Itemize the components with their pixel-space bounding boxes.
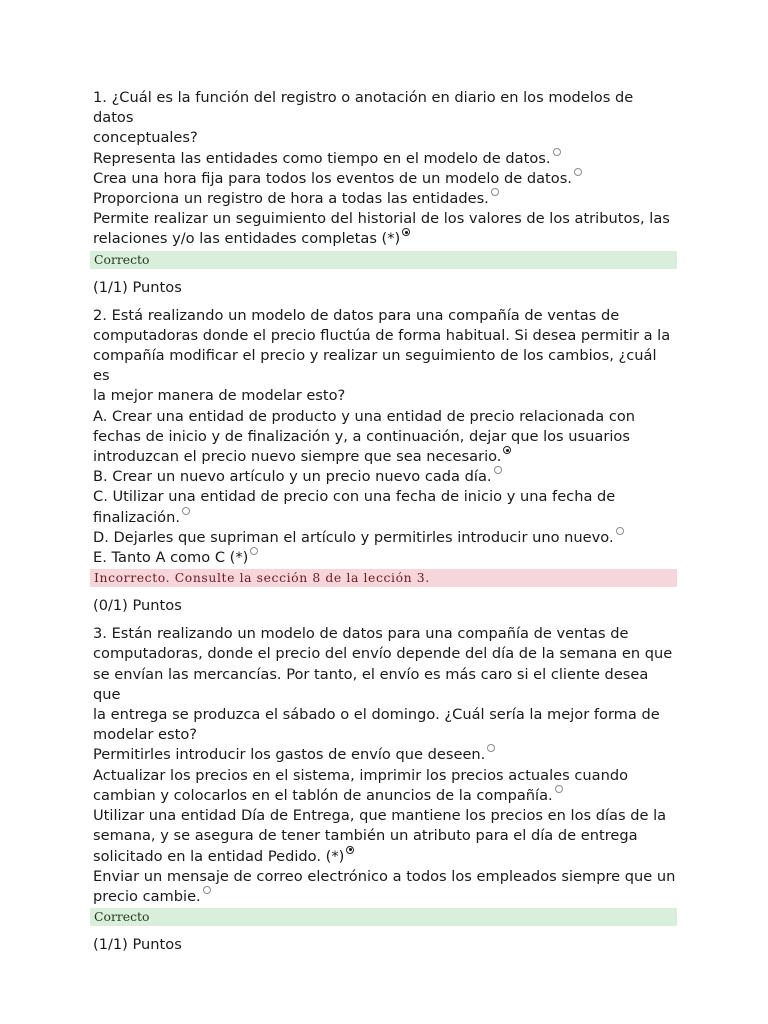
question-prompt-line: modelar esto? xyxy=(93,726,198,744)
answer-option-text: A. Crear una entidad de producto y una entidad de precio relacionada con xyxy=(93,407,636,425)
radio-unselected-icon[interactable] xyxy=(487,744,495,752)
answer-option-text: Proporciona un registro de hora a todas las entidades. xyxy=(93,190,489,208)
answer-option-line xyxy=(93,806,677,826)
answer-option-line xyxy=(93,847,677,867)
answer-option-text: Permite realizar un seguimiento del historial de los valores de los atributos, las xyxy=(93,210,670,228)
answer-option-text: Representa las entidades como tiempo en el modelo de datos. xyxy=(93,149,551,167)
answer-option-text: introduzcan el precio nuevo siempre que sea necesario. xyxy=(93,448,502,466)
answer-option[interactable] xyxy=(93,806,677,867)
answer-option-text: B. Crear un nuevo artículo y un precio nuevo cada día. xyxy=(93,468,492,486)
question-block xyxy=(93,624,677,955)
answer-option-line xyxy=(93,229,677,249)
answer-option-text: Enviar un mensaje de correo electrónico a todos los empleados siempre que un xyxy=(93,867,676,885)
answer-option[interactable] xyxy=(93,407,677,468)
answer-option-line xyxy=(93,407,677,427)
radio-unselected-icon[interactable] xyxy=(182,507,190,515)
question-prompt-line: la mejor manera de modelar esto? xyxy=(93,387,346,405)
answer-option-text: finalización. xyxy=(93,508,180,526)
answer-option-text: E. Tanto A como C (*) xyxy=(93,549,249,567)
question-prompt-line: 1. ¿Cuál es la función del registro o anotación en diario en los modelos de datos xyxy=(93,89,634,127)
question-prompt-line: conceptuales? xyxy=(93,129,198,147)
answer-option-text: C. Utilizar una entidad de precio con una fecha de inicio y una fecha de xyxy=(93,488,616,506)
radio-unselected-icon[interactable] xyxy=(250,547,258,555)
answer-option-text: cambian y colocarlos en el tablón de anuncios de la compañía. xyxy=(93,786,553,804)
answer-option-line xyxy=(93,169,677,189)
question-prompt-line: 3. Están realizando un modelo de datos para una compañía de ventas de xyxy=(93,625,629,643)
answer-option[interactable] xyxy=(93,467,677,487)
answer-option-text: Crea una hora fija para todos los eventos de un modelo de datos. xyxy=(93,169,572,187)
answer-option-line xyxy=(93,487,677,507)
answer-option-text: precio cambie. xyxy=(93,887,201,905)
question-prompt-line: 2. Está realizando un modelo de datos para una compañía de ventas de xyxy=(93,306,620,324)
answer-option-line xyxy=(93,867,677,887)
answer-option-text: fechas de inicio y de finalización y, a continuación, dejar que los usuarios xyxy=(93,427,630,445)
feedback-banner: Incorrecto. Consulte la sección 8 de la lección 3. xyxy=(90,569,677,587)
radio-selected-icon[interactable] xyxy=(346,846,354,854)
radio-selected-icon[interactable] xyxy=(503,446,511,454)
answer-option[interactable] xyxy=(93,169,677,189)
answer-option[interactable] xyxy=(93,548,677,568)
answer-option-text: semana, y se asegura de tener también un atributo para el día de entrega xyxy=(93,827,638,845)
answer-option-text: D. Dejarles que supriman el artículo y permitirles introducir uno nuevo. xyxy=(93,528,614,546)
question-prompt-line: la entrega se produzca el sábado o el domingo. ¿Cuál sería la mejor forma de xyxy=(93,706,660,724)
answer-option-line xyxy=(93,467,677,487)
question-prompt-line: se envían las mercancías. Por tanto, el envío es más caro si el cliente desea que xyxy=(93,665,649,703)
answer-option-line xyxy=(93,745,677,765)
answer-option[interactable] xyxy=(93,209,677,249)
answer-option-line xyxy=(93,528,677,548)
answer-option-text: Utilizar una entidad Día de Entrega, que mantiene los precios en los días de la xyxy=(93,807,667,825)
radio-unselected-icon[interactable] xyxy=(555,785,563,793)
answer-option-line xyxy=(93,887,677,907)
answer-option[interactable] xyxy=(93,867,677,907)
answer-option-line xyxy=(93,189,677,209)
feedback-banner: Correcto xyxy=(90,908,677,926)
answer-option[interactable] xyxy=(93,487,677,527)
answer-option[interactable] xyxy=(93,745,677,765)
answer-option-line xyxy=(93,508,677,528)
answer-option[interactable] xyxy=(93,149,677,169)
answer-option-text: relaciones y/o las entidades completas (*) xyxy=(93,230,401,248)
answer-option-line xyxy=(93,149,677,169)
radio-unselected-icon[interactable] xyxy=(203,886,211,894)
answer-option[interactable] xyxy=(93,189,677,209)
question-prompt-line: computadoras donde el precio fluctúa de forma habitual. Si desea permitir a la xyxy=(93,326,671,344)
answer-option-line xyxy=(93,826,677,846)
score-label: (1/1) Puntos xyxy=(93,278,182,296)
answer-option-line xyxy=(93,209,677,229)
answer-option[interactable] xyxy=(93,528,677,548)
quiz-results xyxy=(93,88,677,955)
answer-option-text: Permitirles introducir los gastos de envío que deseen. xyxy=(93,746,486,764)
answer-option-line xyxy=(93,786,677,806)
answer-option-line xyxy=(93,427,677,447)
radio-unselected-icon[interactable] xyxy=(616,527,624,535)
answer-option-text: Actualizar los precios en el sistema, imprimir los precios actuales cuando xyxy=(93,766,629,784)
radio-selected-icon[interactable] xyxy=(402,228,410,236)
question-block xyxy=(93,88,677,298)
radio-unselected-icon[interactable] xyxy=(494,466,502,474)
question-prompt-line: compañía modificar el precio y realizar un seguimiento de los cambios, ¿cuál es xyxy=(93,347,657,385)
answer-option-line xyxy=(93,766,677,786)
answer-option-line xyxy=(93,447,677,467)
answer-option-text: solicitado en la entidad Pedido. (*) xyxy=(93,847,345,865)
score-label: (1/1) Puntos xyxy=(93,936,182,954)
radio-unselected-icon[interactable] xyxy=(553,148,561,156)
feedback-banner: Correcto xyxy=(90,251,677,269)
radio-unselected-icon[interactable] xyxy=(491,188,499,196)
question-prompt-line: computadoras, donde el precio del envío depende del día de la semana en que xyxy=(93,645,673,663)
answer-option[interactable] xyxy=(93,766,677,806)
question-block xyxy=(93,306,677,617)
answer-option-line xyxy=(93,548,677,568)
radio-unselected-icon[interactable] xyxy=(574,168,582,176)
score-label: (0/1) Puntos xyxy=(93,597,182,615)
